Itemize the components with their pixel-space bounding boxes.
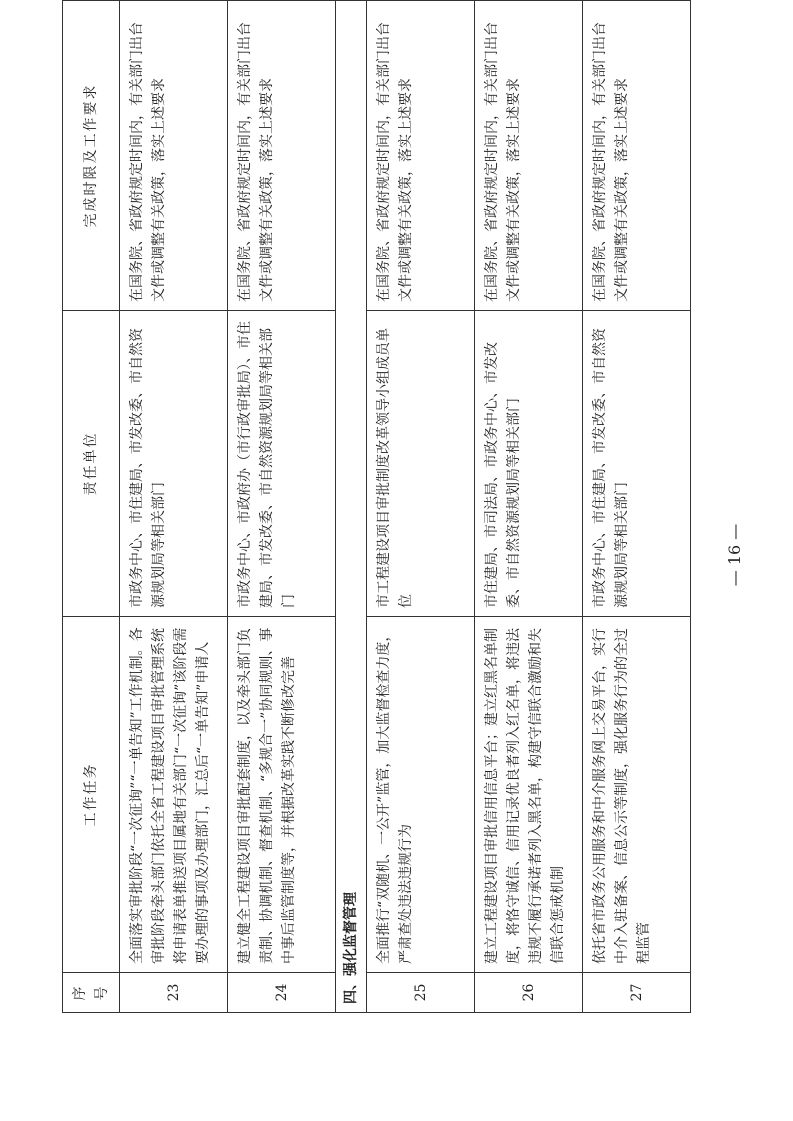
row-seq: 25 [367, 973, 475, 1013]
header-seq: 序号 [63, 973, 120, 1013]
row-unit: 市政务中心、市政府办（市行政审批局）、市住建局、市发改委、市自然资源规划局等相关部门 [228, 311, 336, 617]
table-row [583, 1, 691, 1013]
row-deadline: 在国务院、省政府规定时间内，有关部门出台文件或调整有关政策，落实上述要求 [367, 1, 475, 311]
row-task: 建立健全工程建设项目审批配套制度，以及牵头部门负责制、协调机制、督查机制、“多规合一”协同规则、事中事后监管制度等，并根据改革实践不断修改完善 [228, 617, 336, 973]
row-unit: 市住建局、市司法局、市政务中心、市发改委、市自然资源规划局等相关部门 [475, 311, 583, 617]
section-row [336, 1, 367, 1013]
row-deadline: 在国务院、省政府规定时间内，有关部门出台文件或调整有关政策，落实上述要求 [475, 1, 583, 311]
row-deadline: 在国务院、省政府规定时间内，有关部门出台文件或调整有关政策，落实上述要求 [120, 1, 228, 311]
row-unit: 市政务中心、市住建局、市发改委、市自然资源规划局等相关部门 [120, 311, 228, 617]
task-table [62, 0, 691, 1013]
row-seq: 24 [228, 973, 336, 1013]
header-unit: 责任单位 [63, 311, 120, 617]
row-task: 建立工程建设项目审批信用信息平台；建立红黑名单制度，将恪守诚信、信用记录优良者列入红名单，将违法违规不履行承诺者列入黑名单，构建守信联合激励和失信联合惩戒机制 [475, 617, 583, 973]
header-deadline: 完成时限及工作要求 [63, 1, 120, 311]
table-row [120, 1, 228, 1013]
page-number: — 16 — [724, 523, 744, 587]
table-row [228, 1, 336, 1013]
row-seq: 23 [120, 973, 228, 1013]
row-unit: 市政务中心、市住建局、市发改委、市自然资源规划局等相关部门 [583, 311, 691, 617]
row-seq: 27 [583, 973, 691, 1013]
row-deadline: 在国务院、省政府规定时间内，有关部门出台文件或调整有关政策，落实上述要求 [583, 1, 691, 311]
row-unit: 市工程建设项目审批制度改革领导小组成员单位 [367, 311, 475, 617]
row-deadline: 在国务院、省政府规定时间内，有关部门出台文件或调整有关政策，落实上述要求 [228, 1, 336, 311]
table-row [475, 1, 583, 1013]
row-task: 依托省市政务公用服务和中介服务网上交易平台，实行中介入驻备案、信息公示等制度，强化服务行为的全过程监管 [583, 617, 691, 973]
row-seq: 26 [475, 973, 583, 1013]
row-task: 全面落实审批阶段“一次征询”“一单告知”工作机制。各审批阶段牵头部门依托全省工程建设项目审批管理系统将申请表单推送项目属地有关部门“一次征询”该阶段需要办理的事项及办理部门，汇总后“一单告知”申请人 [120, 617, 228, 973]
table-header-row [63, 1, 120, 1013]
row-task: 全面推行“双随机、一公开”监管，加大监督检查力度，严肃查处违法违规行为 [367, 617, 475, 973]
header-task: 工作任务 [63, 617, 120, 973]
table-row [367, 1, 475, 1013]
section-title: 四、强化监督管理 [336, 1, 367, 1013]
